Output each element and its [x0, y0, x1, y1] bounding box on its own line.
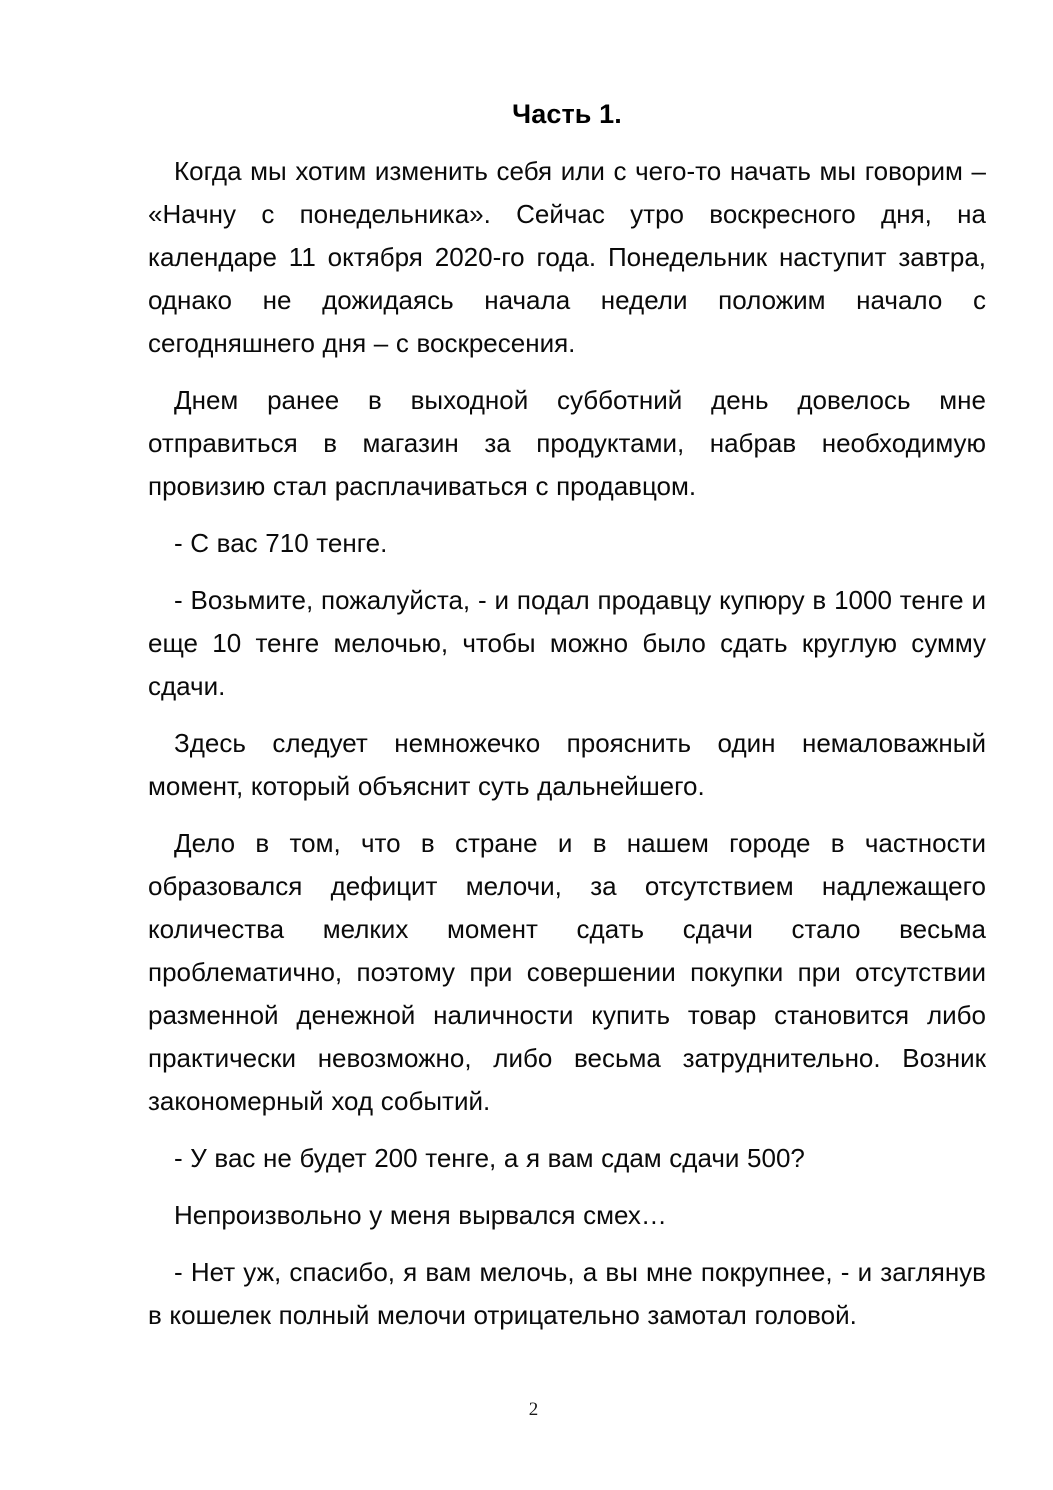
- page-number: 2: [528, 1399, 539, 1420]
- dialogue-line: - Возьмите, пожалуйста, - и подал продавцу купюру в 1000 тенге и еще 10 тенге мелочью, чтобы можно было сдать круглую сумму сдачи.: [148, 585, 986, 701]
- dialogue-line: - Нет уж, спасибо, я вам мелочь, а вы мне покрупнее, - и заглянув в кошелек полный мелочи отрицательно замотал головой.: [148, 1257, 986, 1330]
- page-title: Часть 1.: [512, 99, 622, 129]
- dialogue-line: - С вас 710 тенге.: [174, 528, 388, 558]
- body-paragraph: Непроизвольно у меня вырвался смех…: [174, 1200, 667, 1230]
- body-paragraph: Здесь следует немножечко прояснить один немаловажный момент, который объяснит суть дальнейшего.: [148, 728, 986, 801]
- body-paragraph: Когда мы хотим изменить себя или с чего-то начать мы говорим – «Начну с понедельника». Сейчас утро воскресного дня, на календаре 11 октября 2020-го года. Понедельник наступит завтра, однако не дожидаясь начала недели положим начало с сегодняшнего дня – с воскресения.: [148, 156, 986, 358]
- dialogue-line: - У вас не будет 200 тенге, а я вам сдам сдачи 500?: [174, 1143, 805, 1173]
- document-body: [148, 96, 986, 1337]
- body-paragraph: Дело в том, что в стране и в нашем городе в частности образовался дефицит мелочи, за отсутствием надлежащего количества мелких момент сдать сдачи стало весьма проблематично, поэтому при совершении покупки при отсутствии разменной денежной наличности купить товар становится либо практически невозможно, либо весьма затруднительно. Возник закономерный ход событий.: [148, 828, 986, 1116]
- body-paragraph: Днем ранее в выходной субботний день довелось мне отправиться в магазин за продуктами, набрав необходимую провизию стал расплачиваться с продавцом.: [148, 385, 986, 501]
